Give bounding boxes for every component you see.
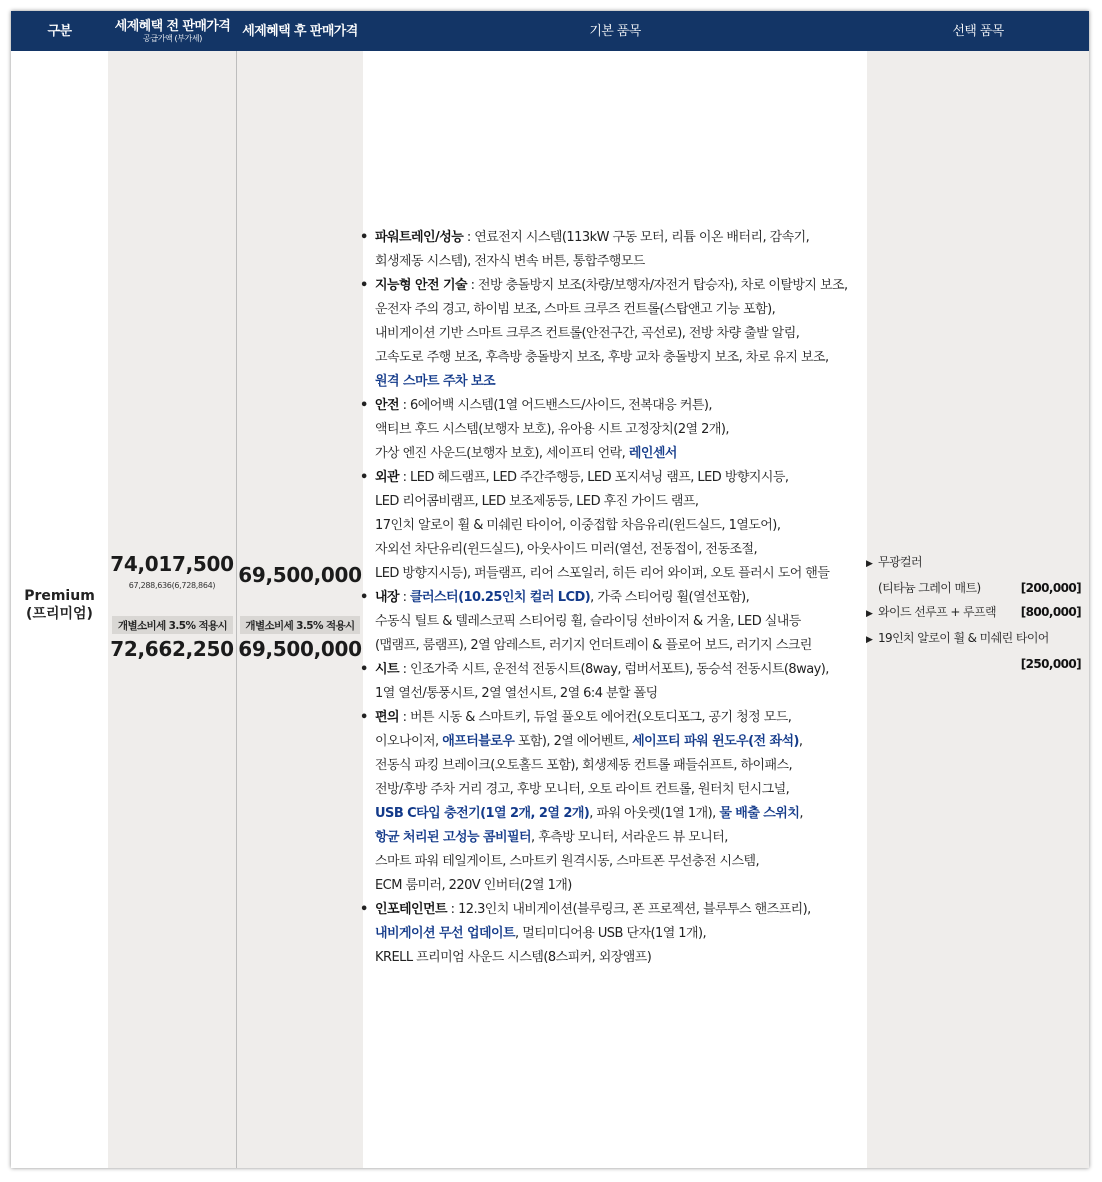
header-basic-cell	[363, 11, 867, 51]
feature-text: , 멀티미디어용 USB 단자(1열 1개),	[515, 926, 707, 941]
feature-text: , 파워 아웃렛(1열 1개),	[589, 806, 720, 821]
price-after-tax-badge: 개별소비세 3.5% 적용시	[240, 616, 360, 634]
header-before-sublabel: 공급가액 (부가세)	[143, 33, 202, 43]
feature-text: LED 헤드램프, LED 주간주행등, LED 포지셔닝 램프, LED 방향지시등,	[410, 470, 789, 485]
feature-line	[375, 730, 860, 754]
feature-text: KRELL 프리미엄 사운드 시스템(8스피커, 외장앰프)	[375, 950, 652, 965]
price-before-tax-price: 72,662,250	[110, 637, 234, 661]
feature-line	[375, 538, 860, 562]
option-items-list	[866, 550, 1081, 676]
feature-line	[375, 826, 860, 850]
feature-text: 인조가죽 시트, 운전석 전동시트(8way, 럼버서포트), 동승석 전동시트(8way),	[410, 662, 829, 677]
option-price: [800,000]	[1020, 605, 1081, 619]
feature-text: 스마트 파워 테일게이트, 스마트키 원격시동, 스마트폰 무선충전 시스템,	[375, 854, 760, 869]
feature-category: 시트	[375, 662, 400, 677]
table-header	[11, 11, 1089, 51]
feature-line	[375, 442, 860, 466]
feature-line: • 지능형 안전 기술 : 전방 충돌방지 보조(차량/보행자/자전거 탑승자), 차로 이탈방지 보조,	[375, 278, 848, 293]
feature-text: 전방/후방 주차 거리 경고, 후방 모니터, 오토 라이트 컨트롤, 원터치 턴시그널,	[375, 782, 790, 797]
feature-line: • 인포테인먼트 : 12.3인치 내비게이션(블루링크, 폰 프로젝션, 블루투스 핸즈프리),	[375, 902, 811, 917]
header-trim-label: 구분	[47, 23, 72, 39]
price-before-main: 74,017,500	[110, 552, 234, 576]
feature-item	[360, 586, 860, 658]
feature-highlight: 항균 처리된 고성능 콤비필터	[375, 830, 532, 845]
feature-item	[360, 706, 860, 898]
feature-category: 지능형 안전 기술	[375, 278, 468, 293]
feature-line	[375, 802, 860, 826]
feature-highlight: 세이프티 파워 윈도우(전 좌석)	[632, 734, 799, 749]
feature-text: 버튼 시동 & 스마트키, 듀얼 풀오토 에어컨(오토디포그, 공기 청정 모드,	[410, 710, 792, 725]
option-item-cont	[866, 576, 1081, 600]
price-before-column	[108, 51, 237, 1168]
feature-item	[360, 274, 860, 394]
option-name-sub: (티타늄 그레이 매트)	[878, 581, 981, 595]
feature-text: 고속도로 주행 보조, 후측방 충돌방지 보조, 후방 교차 충돌방지 보조, 차로 유지 보조,	[375, 350, 829, 365]
feature-text: 17인치 알로이 휠 & 미쉐린 타이어, 이중접합 차음유리(윈드실드, 1열도어),	[375, 518, 781, 533]
option-name: 무광컬러	[878, 555, 922, 569]
feature-category: 외관	[375, 470, 400, 485]
feature-text: 전동식 파킹 브레이크(오토홀드 포함), 회생제동 컨트롤 패들쉬프트, 하이패스,	[375, 758, 793, 773]
option-price: [200,000]	[1020, 581, 1081, 595]
feature-highlight: 클러스터(10.25인치 컬러 LCD)	[410, 590, 591, 605]
feature-item	[360, 394, 860, 466]
option-item	[866, 626, 1081, 652]
triangle-right-icon: ▶	[866, 635, 873, 645]
feature-text: 가상 엔진 사운드(보행자 보호), 세이프티 언락,	[375, 446, 629, 461]
feature-line	[375, 298, 860, 322]
feature-highlight: 내비게이션 무선 업데이트	[375, 926, 516, 941]
feature-line: • 편의 : 버튼 시동 & 스마트키, 듀얼 풀오토 에어컨(오토디포그, 공기 청정 모드,	[375, 710, 792, 725]
feature-line	[375, 778, 860, 802]
trim-name	[11, 587, 108, 623]
feature-text: ,	[799, 806, 803, 821]
feature-highlight: USB C타입 충전기(1열 2개, 2열 2개)	[375, 806, 590, 821]
feature-text: 자외선 차단유리(윈드실드), 아웃사이드 미러(열선, 전동접이, 전동조절,	[375, 542, 758, 557]
option-name: 19인치 알로이 휠 & 미쉐린 타이어	[878, 631, 1049, 645]
price-before-supply: 67,288,636(6,728,864)	[128, 581, 216, 590]
header-option-label: 선택 품목	[952, 23, 1004, 39]
feature-line	[375, 346, 860, 370]
feature-line	[375, 418, 860, 442]
feature-text: 회생제동 시스템), 전자식 변속 버튼, 통합주행모드	[375, 254, 645, 269]
feature-text: 포함), 2열 에어벤트,	[514, 734, 633, 749]
feature-line	[375, 946, 860, 970]
trim-name-en: Premium	[24, 588, 95, 604]
feature-text: ECM 룸미러, 220V 인버터(2열 1개)	[375, 878, 572, 893]
feature-line: • 파워트레인/성능 : 연료전지 시스템(113kW 구동 모터, 리튬 이온 배터리, 감속기,	[375, 230, 810, 245]
feature-line	[375, 610, 860, 634]
option-item	[866, 600, 1081, 626]
feature-item	[360, 898, 860, 970]
feature-line	[375, 370, 860, 394]
feature-text: 12.3인치 내비게이션(블루링크, 폰 프로젝션, 블루투스 핸즈프리),	[458, 902, 811, 917]
price-before-tax-badge: 개별소비세 3.5% 적용시	[112, 616, 233, 634]
feature-line	[375, 874, 860, 898]
header-option-cell	[867, 11, 1089, 51]
header-before-cell	[108, 11, 237, 51]
feature-category: 인포테인먼트	[375, 902, 448, 917]
trim-name-kr: (프리미엄)	[26, 606, 93, 622]
feature-line	[375, 682, 860, 706]
feature-line: • 내장 : 클러스터(10.25인치 컬러 LCD), 가죽 스티어링 휠(열선포함),	[375, 590, 750, 605]
feature-line	[375, 634, 860, 658]
feature-highlight: 레인센서	[628, 446, 677, 461]
header-basic-label: 기본 품목	[589, 23, 641, 39]
feature-text: 운전자 주의 경고, 하이빔 보조, 스마트 크루즈 컨트롤(스탑앤고 기능 포함),	[375, 302, 776, 317]
feature-text: 액티브 후드 시스템(보행자 보호), 유아용 시트 고정장치(2열 2개),	[375, 422, 729, 437]
feature-line	[375, 754, 860, 778]
feature-line	[375, 514, 860, 538]
feature-line	[375, 250, 860, 274]
header-trim-cell	[11, 11, 108, 51]
feature-category: 편의	[375, 710, 400, 725]
feature-text: , 후측방 모니터, 서라운드 뷰 모니터,	[531, 830, 728, 845]
price-after-column	[237, 51, 363, 1168]
feature-text: 연료전지 시스템(113kW 구동 모터, 리튬 이온 배터리, 감속기,	[474, 230, 810, 245]
feature-text: 6에어백 시스템(1열 어드밴스드/사이드, 전복대응 커튼),	[410, 398, 713, 413]
feature-text: LED 리어콤비램프, LED 보조제동등, LED 후진 가이드 램프,	[375, 494, 699, 509]
triangle-right-icon: ▶	[866, 609, 873, 619]
header-after-cell	[237, 11, 363, 51]
feature-highlight: 애프터블로우	[442, 734, 515, 749]
header-after-label: 세제혜택 후 판매가격	[242, 23, 358, 39]
feature-line	[375, 850, 860, 874]
option-item	[866, 550, 1081, 576]
header-before-label: 세제혜택 전 판매가격	[114, 18, 231, 34]
feature-line	[375, 562, 860, 586]
feature-category: 파워트레인/성능	[375, 230, 464, 245]
feature-category: 내장	[375, 590, 400, 605]
option-price: [250,000]	[1020, 657, 1081, 671]
feature-line: • 외관 : LED 헤드램프, LED 주간주행등, LED 포지셔닝 램프, LED 방향지시등,	[375, 470, 789, 485]
feature-line	[375, 490, 860, 514]
feature-text: 수동식 틸트 & 텔레스코픽 스티어링 휠, 슬라이딩 선바이저 & 거울, LED 실내등	[375, 614, 801, 629]
feature-line: • 안전 : 6에어백 시스템(1열 어드밴스드/사이드, 전복대응 커튼),	[375, 398, 713, 413]
option-item-cont	[866, 652, 1081, 676]
feature-text: LED 방향지시등), 퍼들램프, 리어 스포일러, 히든 리어 와이퍼, 오토 플러시 도어 핸들	[375, 566, 830, 581]
feature-text: 전방 충돌방지 보조(차량/보행자/자전거 탑승자), 차로 이탈방지 보조,	[478, 278, 848, 293]
feature-line: • 시트 : 인조가죽 시트, 운전석 전동시트(8way, 럼버서포트), 동승석 전동시트(8way),	[375, 662, 829, 677]
price-after-main: 69,500,000	[238, 563, 362, 587]
feature-text: 1열 열선/통풍시트, 2열 열선시트, 2열 6:4 분할 폴딩	[375, 686, 658, 701]
feature-text: ,	[798, 734, 803, 749]
feature-item	[360, 226, 860, 274]
feature-item	[360, 466, 860, 586]
feature-text: (맵램프, 룸램프), 2열 암레스트, 러기지 언더트레이 & 플로어 보드, 러기지 스크린	[375, 638, 812, 653]
feature-text: 내비게이션 기반 스마트 크루즈 컨트롤(안전구간, 곡선로), 전방 차량 출발 알림,	[375, 326, 800, 341]
feature-category: 안전	[375, 398, 400, 413]
feature-highlight: 물 배출 스위치	[719, 806, 800, 821]
option-name: 와이드 선루프 + 루프랙	[878, 605, 997, 619]
price-after-tax-price: 69,500,000	[238, 637, 362, 661]
feature-line	[375, 322, 860, 346]
feature-text: , 가죽 스티어링 휠(열선포함),	[590, 590, 750, 605]
feature-item	[360, 658, 860, 706]
triangle-right-icon: ▶	[866, 559, 873, 569]
basic-items-list	[360, 226, 860, 970]
feature-line	[375, 922, 860, 946]
feature-highlight: 원격 스마트 주차 보조	[375, 374, 495, 389]
feature-text: 이오나이저,	[375, 734, 443, 749]
